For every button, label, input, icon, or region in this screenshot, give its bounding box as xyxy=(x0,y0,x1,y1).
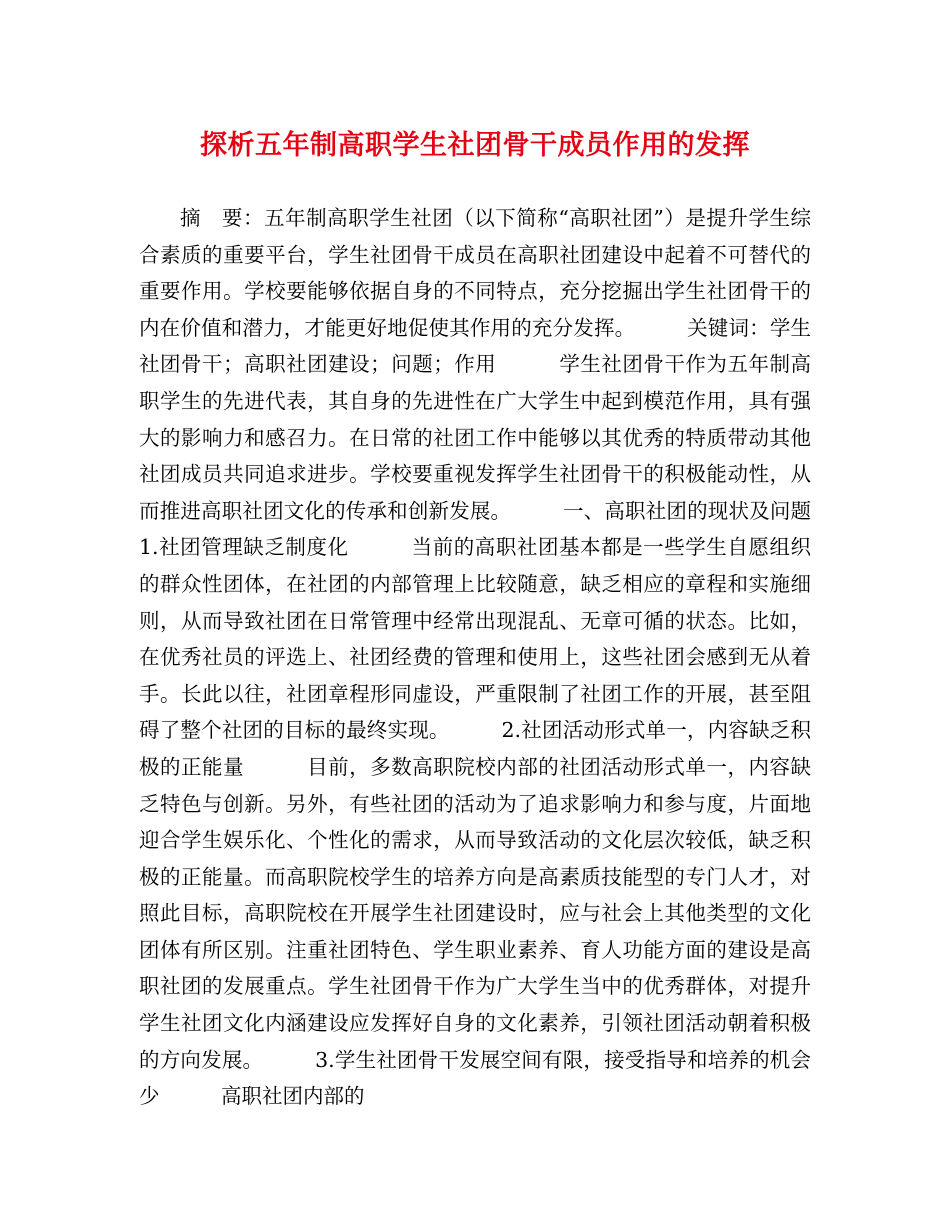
document-title: 探析五年制高职学生社团骨干成员作用的发挥 xyxy=(200,130,750,161)
document-body-text: 摘 要：五年制高职学生社团（以下简称“高职社团”）是提升学生综合素质的重要平台，学生社团骨干成员在高职社团建设中起着不可替代的重要作用。学校要能够依据自身的不同特点，充分挖掘出学生社团骨干的内在价值和潜力，才能更好地促使其作用的充分发挥。 关键词：学生社团骨干；高职社团建设；问题；作用 学生社团骨干作为五年制高职学生的先进代表，其自身的先进性在广大学生中起到模范作用，具有强大的影响力和感召力。在日常的社团工作中能够以其优秀的特质带动其他社团成员共同追求进步。学校要重视发挥学生社团骨干的积极能动性，从而推进高职社团文化的传承和创新发展。 一、高职社团的现状及问题 1.社团管理缺乏制度化 当前的高职社团基本都是一些学生自愿组织的群众性团体，在社团的内部管理上比较随意，缺乏相应的章程和实施细则，从而导致社团在日常管理中经常出现混乱、无章可循的状态。比如，在优秀社员的评选上、社团经费的管理和使用上，这些社团会感到无从着手。长此以往，社团章程形同虚设，严重限制了社团工作的开展，甚至阻碍了整个社团的目标的最终实现。 2.社团活动形式单一，内容缺乏积极的正能量 目前，多数高职院校内部的社团活动形式单一，内容缺乏特色与创新。另外，有些社团的活动为了追求影响力和参与度，片面地迎合学生娱乐化、个性化的需求，从而导致活动的文化层次较低，缺乏积极的正能量。而高职院校学生的培养方向是高素质技能型的专门人才，对照此目标，高职院校在开展学生社团建设时，应与社会上其他类型的文化团体有所区别。注重社团特色、学生职业素养、育人功能方面的建设是高职社团的发展重点。学生社团骨干作为广大学生当中的优秀群体，对提升学生社团文化内涵建设应发挥好自身的文化素养，引领社团活动朝着积极的方向发展。 3.学生社团骨干发展空间有限，接受指导和培养的机会少 高职社团内部的 xyxy=(139,206,873,1109)
